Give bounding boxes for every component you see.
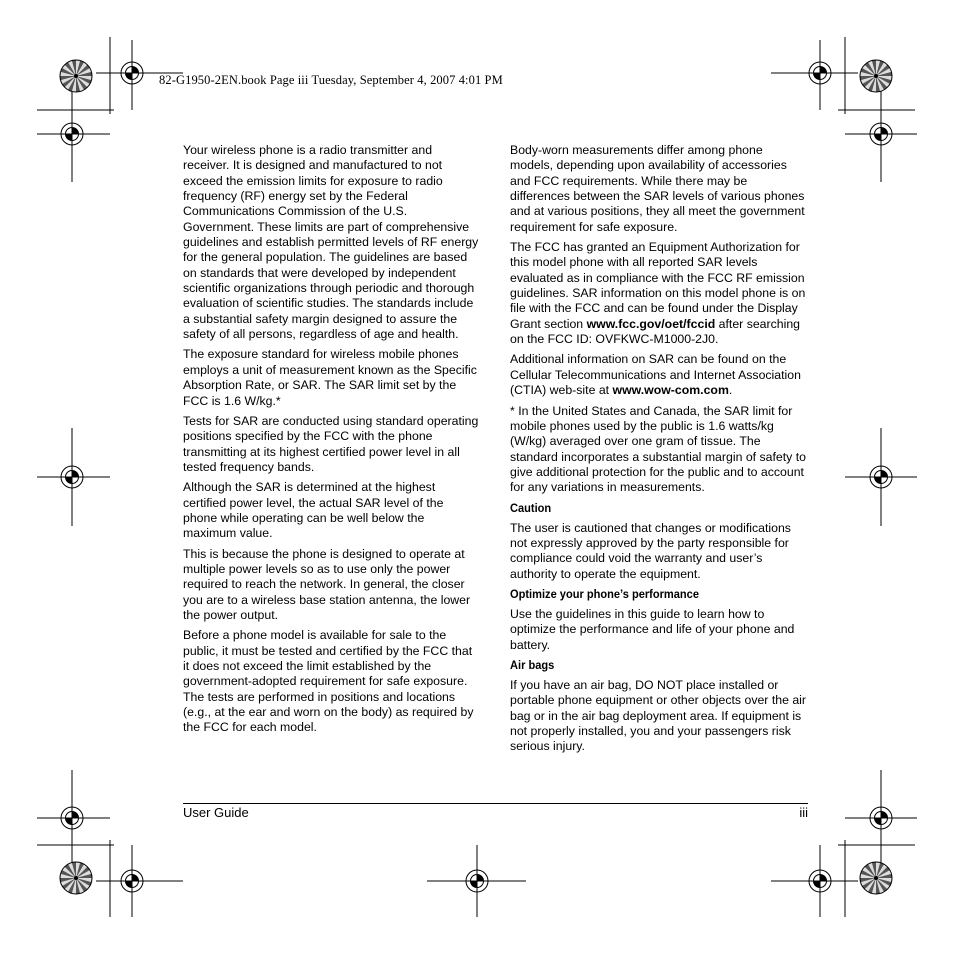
paragraph: The exposure standard for wireless mobile phones employs a unit of measurement known as the Specific Absorption Rate, or SAR. The SAR limit set by the FCC is 1.6 W/kg.*: [183, 347, 477, 408]
caution-heading: Caution: [510, 500, 552, 515]
paragraph: Tests for SAR are conducted using standard operating positions specified by the FCC with the phone transmitting at its highest certified power level in all tested frequency bands.: [183, 413, 479, 474]
footer-rule: [183, 803, 808, 804]
paragraph: The user is cautioned that changes or modifications not expressly approved by the party responsible for compliance could void the warranty and user’s authority to operate the equipment.: [510, 520, 791, 581]
paragraph-text: Additional information on SAR can be found on the Cellular Telecommunications and Internet Association (CTIA) web-site at: [510, 352, 801, 398]
ctia-url-link[interactable]: www.wow-com.com: [612, 383, 729, 398]
optimize-heading: Optimize your phone’s performance: [510, 586, 699, 601]
fcc-url-link[interactable]: www.fcc.gov/oet/fccid: [586, 316, 716, 331]
left-column: [183, 143, 480, 741]
paragraph: Although the SAR is determined at the highest certified power level, the actual SAR level of the phone while operating can be well below the maximum value.: [183, 480, 444, 541]
paragraph-text: The FCC has granted an Equipment Authorization for this model phone with all reported SAR levels evaluated as in compliance with the FCC RF emission guidelines. SAR information on this model phone is on file with the FCC and can be found under the Display Grant section: [510, 240, 806, 331]
airbags-heading: Air bags: [510, 657, 555, 672]
paragraph: [510, 240, 807, 347]
paragraph: * In the United States and Canada, the SAR limit for mobile phones used by the public is 1.6 watts/kg (W/kg) averaged over one gram of tissue. The standard incorporates a substantial margin of safety to give additional protection for the public and to account for any variations in measurements.: [510, 403, 806, 495]
paragraph-text: .: [728, 383, 733, 398]
page-number: iii: [799, 805, 808, 820]
paragraph: If you have an air bag, DO NOT place installed or portable phone equipment or other objects over the air bag or in the air bag deployment area. If equipment is not properly installed, you and your passengers risk serious injury.: [510, 677, 806, 754]
paragraph: [510, 352, 807, 398]
paragraph: Use the guidelines in this guide to learn how to optimize the performance and life of your phone and battery.: [510, 606, 795, 652]
paragraph: Your wireless phone is a radio transmitter and receiver. It is designed and manufactured to not exceed the emission limits for exposure to radio frequency (RF) energy set by the Federal Communications Commission of the U.S. Government. These limits are part of comprehensive guidelines and establish permitted levels of RF energy for the general population. The guidelines are based on standards that were developed by independent scientific organizations through periodic and thorough evaluation of scientific studies. The standards include a substantial safety margin designed to assure the safety of all persons, regardless of age and health.: [183, 143, 479, 342]
footer-title: User Guide: [183, 805, 249, 820]
right-column: [510, 143, 807, 760]
paragraph: Body-worn measurements differ among phone models, depending upon availability of accessories and FCC requirements. While there may be differences between the SAR levels of various phones and at various positions, they all meet the government requirement for safe exposure.: [510, 143, 805, 234]
print-file-header: 82-G1950-2EN.book Page iii Tuesday, September 4, 2007 4:01 PM: [159, 73, 503, 87]
paragraph: This is because the phone is designed to operate at multiple power levels so as to use only the power required to reach the network. In general, the closer you are to a wireless base station antenna, the lower the power output.: [183, 546, 471, 622]
paragraph-text: after searching on the FCC ID: OVFKWC-M1000-2J0.: [510, 316, 801, 347]
paragraph: Before a phone model is available for sale to the public, it must be tested and certified by the FCC that it does not exceed the limit established by the government-adopted requirement for safe exposure. The tests are performed in positions and locations (e.g., at the ear and worn on the body) as required by the FCC for each model.: [183, 628, 474, 735]
